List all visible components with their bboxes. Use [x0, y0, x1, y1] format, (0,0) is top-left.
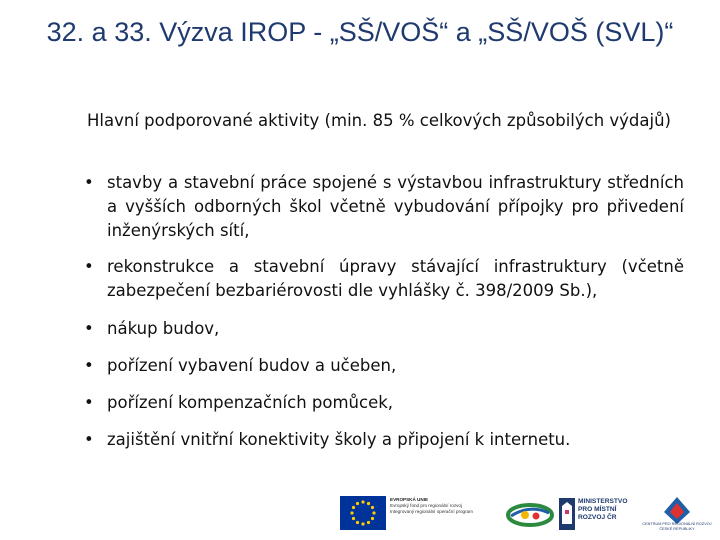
list-item: • nákup budov, — [84, 317, 684, 341]
list-item: • pořízení vybavení budov a učeben, — [84, 354, 684, 378]
ministry-line: ROZVOJ ČR — [578, 514, 617, 521]
list-item: • rekonstrukce a stavební úpravy stávající infrastruktury (včetně zabezpečení bezbariérovosti dle vyhlášky č. 398/2009 Sb.), — [84, 255, 684, 303]
list-item: • pořízení kompenzačních pomůcek, — [84, 391, 684, 415]
footer-logos — [0, 488, 720, 540]
ministry-line: MINISTERSTVO — [578, 498, 628, 505]
ministry-caption — [578, 498, 638, 522]
list-item: • stavby a stavební práce spojené s výstavbou infrastruktury středních a vyšších odborných škol včetně vybudování přípojky pro přivedení inženýrských sítí, — [84, 171, 684, 243]
eu-caption-line: Evropský fond pro regionální rozvoj — [390, 503, 463, 508]
ministry-line: PRO MÍSTNÍ — [578, 506, 617, 513]
slide-subtitle: Hlavní podporované aktivity (min. 85 % celkových způsobilých výdajů) — [87, 111, 671, 130]
slide-title: 32. a 33. Výzva IROP - „SŠ/VOŠ“ a „SŠ/VOŠ (SVL)“ — [46, 17, 674, 47]
eu-caption-line: Integrovaný regionální operační program — [390, 509, 473, 514]
eu-flag-icon — [340, 496, 386, 530]
activity-list — [84, 171, 684, 452]
eu-caption — [390, 497, 500, 515]
crr-caption: CENTRUM PRO REGIONÁLNÍ ROZVOJ ČESKÉ REPUBLIKY — [642, 522, 712, 531]
irop-logo-icon — [505, 500, 555, 528]
eu-caption-line: EVROPSKÁ UNIE — [390, 497, 429, 502]
list-item: • zajištění vnitřní konektivity školy a připojení k internetu. — [84, 428, 684, 452]
